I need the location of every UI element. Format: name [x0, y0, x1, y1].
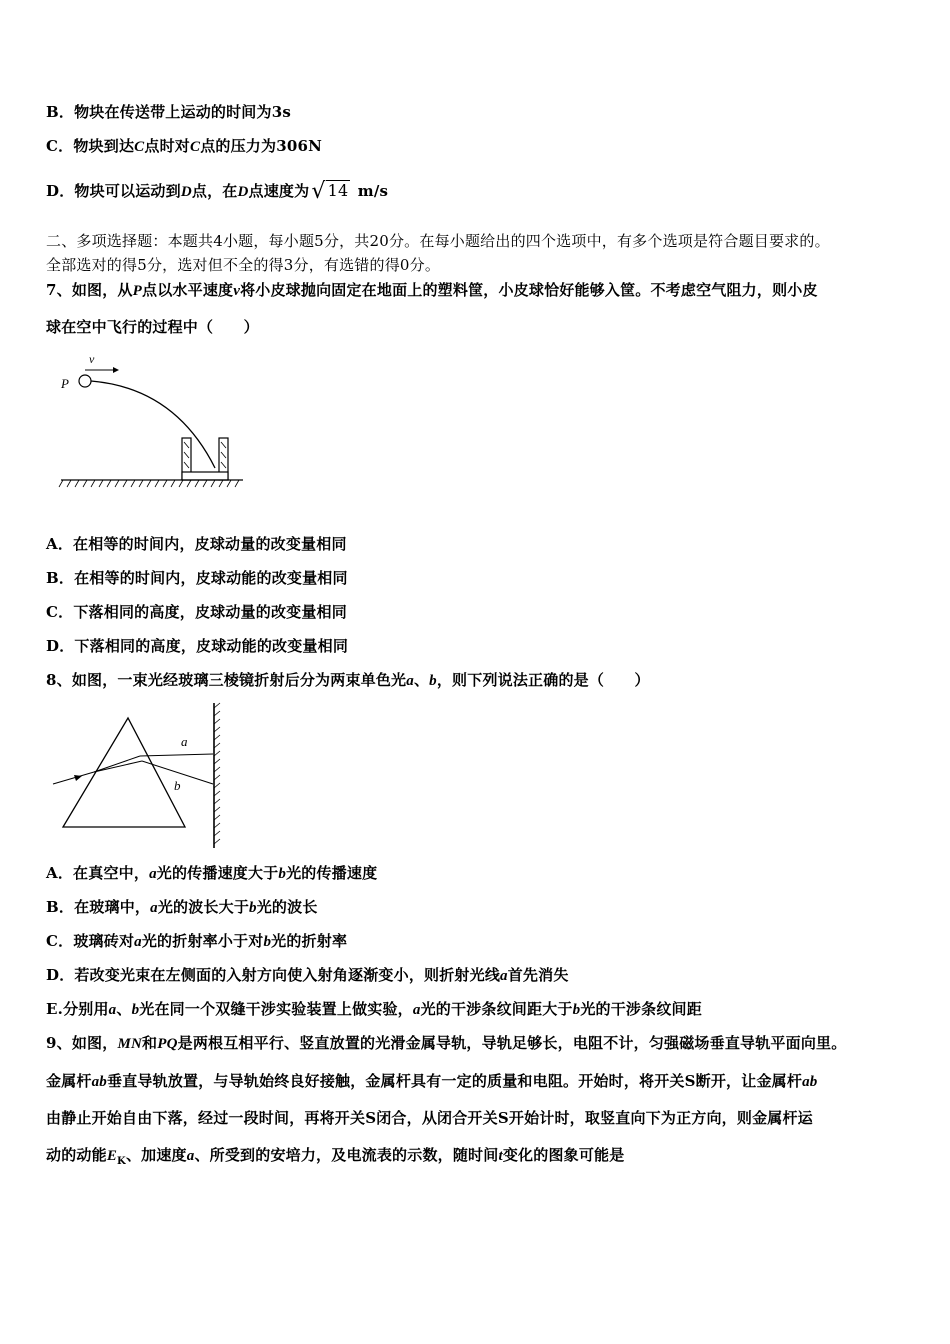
- q8-option-d: D．若改变光束在左侧面的入射方向使入射角逐渐变小，则折射光线a首先消失: [46, 966, 569, 984]
- q7-option-d: D．下落相同的高度，皮球动能的改变量相同: [46, 637, 349, 655]
- q8-figure-label-b: b: [174, 778, 181, 793]
- q8-option-e: E.分别用a、b光在同一个双缝干涉实验装置上做实验，a光的干涉条纹间距大于b光的干涉条纹间距: [46, 1000, 702, 1018]
- ground-hatching: [59, 480, 239, 487]
- screen-hatching: [214, 703, 220, 844]
- basket-bottom: [182, 472, 228, 480]
- ball-icon: [79, 375, 91, 387]
- q8-option-b: B．在玻璃中，a光的波长大于b光的波长: [46, 898, 318, 916]
- q6-option-d: D．物块可以运动到D点，在D点速度为√ 14 m/s: [46, 179, 389, 204]
- q7-option-b: B．在相等的时间内，皮球动能的改变量相同: [46, 569, 348, 587]
- section2-instructions-line2: 全部选对的得5分，选对但不全的得3分，有选错的得0分。: [46, 256, 441, 274]
- ray-a: [140, 754, 213, 756]
- incident-ray: [53, 772, 94, 784]
- prism-triangle: [63, 718, 185, 827]
- q7-figure-projectile: [55, 350, 255, 500]
- q7-stem-line2: 球在空中飞行的过程中（ ）: [46, 318, 259, 336]
- q9-stem-line2: 金属杆ab垂直导轨放置，与导轨始终良好接触，金属杆具有一定的质量和电阻。开始时，将开关S断开，让金属杆ab: [46, 1072, 818, 1090]
- q7-figure-label-P: P: [61, 376, 69, 391]
- q8-option-a: A．在真空中，a光的传播速度大于b光的传播速度: [46, 864, 378, 882]
- incident-ray-arrowhead: [74, 775, 82, 781]
- q7-option-a: A．在相等的时间内，皮球动量的改变量相同: [46, 535, 347, 553]
- q6-option-c: C．物块到达C点时对C点的压力为306N: [46, 137, 323, 155]
- velocity-arrowhead: [113, 367, 119, 373]
- q8-stem: 8、如图，一束光经玻璃三棱镜折射后分为两束单色光a、b，则下列说法正确的是（ ）: [46, 671, 650, 689]
- q9-stem-line4: 动的动能$E_K$、加速度a、所受到的安培力，及电流表的示数，随时间t变化的图象可能是: [46, 1146, 625, 1167]
- q7-figure-label-v: v: [89, 352, 95, 366]
- q7-stem-line1: 7、如图，从P点以水平速度v将小皮球抛向固定在地面上的塑料筐，小皮球恰好能够入筐。不考虑空气阻力，则小皮: [46, 281, 818, 299]
- q8-option-c: C．玻璃砖对a光的折射率小于对b光的折射率: [46, 932, 348, 950]
- q6-option-b: B．物块在传送带上运动的时间为3s: [46, 103, 291, 121]
- q9-stem-line3: 由静止开始自由下落，经过一段时间，再将开关S闭合，从闭合开关S开始计时，取竖直向下为正方向，则金属杆运: [46, 1109, 813, 1127]
- sqrt-14: √ 14: [311, 179, 349, 204]
- q8-figure-label-a: a: [181, 734, 188, 749]
- q8-figure-prism: [48, 700, 228, 850]
- q9-stem-line1: 9、如图，MN和PQ是两根互相平行、竖直放置的光滑金属导轨，导轨足够长，电阻不计，匀强磁场垂直导轨平面向里。: [46, 1034, 847, 1052]
- q7-option-c: C．下落相同的高度，皮球动量的改变量相同: [46, 603, 347, 621]
- trajectory-curve: [91, 381, 215, 468]
- section2-instructions-line1: 二、多项选择题：本题共4小题，每小题5分，共20分。在每小题给出的四个选项中，有多个选项是符合题目要求的。: [46, 232, 830, 250]
